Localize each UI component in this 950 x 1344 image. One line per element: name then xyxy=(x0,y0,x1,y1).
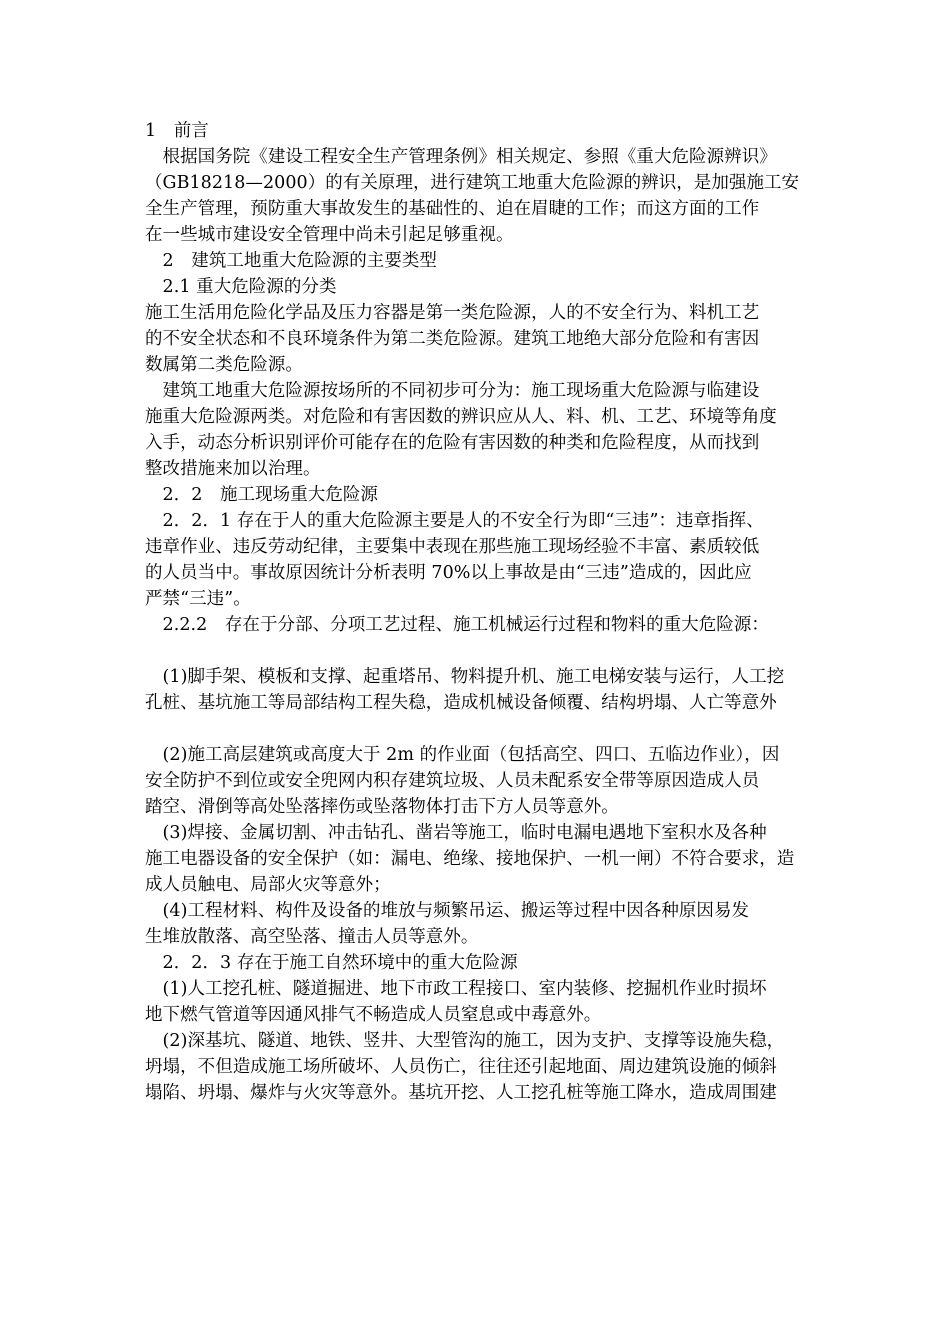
section-heading-preface: 1 前言 xyxy=(145,121,209,141)
paragraph-line: 孔桩、基坑施工等局部结构工程失稳，造成机械设备倾覆、结构坍塌、人亡等意外 xyxy=(145,693,777,713)
paragraph-line: 违章作业、违反劳动纪律，主要集中表现在那些施工现场经验不丰富、素质较低 xyxy=(145,537,760,557)
paragraph-line: 的人员当中。事故原因统计分析表明 70%以上事故是由“三违”造成的，因此应 xyxy=(145,563,752,583)
paragraph-line: 施工生活用危险化学品及压力容器是第一类危险源，人的不安全行为、料机工艺 xyxy=(145,303,760,323)
subsection-heading-2-2-2: 2.2.2 存在于分部、分项工艺过程、施工机械运行过程和物料的重大危险源： xyxy=(145,615,769,635)
document-body xyxy=(145,118,810,1106)
paragraph-line: (2)施工高层建筑或高度大于 2m 的作业面（包括高空、四口、五临边作业），因 xyxy=(145,745,780,765)
paragraph-line: 数属第二类危险源。 xyxy=(145,355,303,375)
paragraph-line: 地下燃气管道等因通风排气不畅造成人员窒息或中毒意外。 xyxy=(145,1005,602,1025)
paragraph-line: (1)人工挖孔桩、隧道掘进、地下市政工程接口、室内装修、挖掘机作业时损坏 xyxy=(145,979,767,999)
subsection-heading-2-2: 2．2 施工现场重大危险源 xyxy=(145,485,378,505)
paragraph-line: 施重大危险源两类。对危险和有害因数的辨识应从人、料、机、工艺、环境等角度 xyxy=(145,407,777,427)
paragraph-line: 坍塌，不但造成施工场所破坏、人员伤亡，往往还引起地面、周边建筑设施的倾斜 xyxy=(145,1057,777,1077)
paragraph-line: 整改措施来加以治理。 xyxy=(145,459,321,479)
blank-line xyxy=(145,716,810,742)
section-heading-2: 2 建筑工地重大危险源的主要类型 xyxy=(145,251,437,271)
paragraph-line: (3)焊接、金属切割、冲击钻孔、凿岩等施工，临时电漏电遇地下室积水及各种 xyxy=(145,823,767,843)
paragraph-line: (1)脚手架、模板和支撑、起重塔吊、物料提升机、施工电梯安装与运行，人工挖 xyxy=(145,667,785,687)
paragraph-line: 生堆放散落、高空坠落、撞击人员等意外。 xyxy=(145,927,479,947)
subsection-heading-2-1: 2.1 重大危险源的分类 xyxy=(145,277,337,297)
paragraph-line: (4)工程材料、构件及设备的堆放与频繁吊运、搬运等过程中因各种原因易发 xyxy=(145,901,750,921)
paragraph-line: 在一些城市建设安全管理中尚未引起足够重视。 xyxy=(145,225,514,245)
paragraph-line: 塌陷、坍塌、爆炸与火灾等意外。基坑开挖、人工挖孔桩等施工降水，造成周围建 xyxy=(145,1083,777,1103)
paragraph-line: 成人员触电、局部火灾等意外； xyxy=(145,875,391,895)
paragraph-line: （GB18218—2000）的有关原理，进行建筑工地重大危险源的辨识，是加强施工安 xyxy=(145,173,800,193)
paragraph-line: 2．2．1 存在于人的重大危险源主要是人的不安全行为即“三违”：违章指挥、 xyxy=(145,511,764,531)
paragraph-line: 根据国务院《建设工程安全生产管理条例》相关规定、参照《重大危险源辨识》 xyxy=(145,147,777,167)
paragraph-line: 建筑工地重大危险源按场所的不同初步可分为：施工现场重大危险源与临建设 xyxy=(145,381,760,401)
blank-line xyxy=(145,638,810,664)
paragraph-line: 安全防护不到位或安全兜网内积存建筑垃圾、人员未配系安全带等原因造成人员 xyxy=(145,771,760,791)
subsection-heading-2-2-3: 2．2．3 存在于施工自然环境中的重大危险源 xyxy=(145,953,518,973)
paragraph-line: 入手，动态分析识别评价可能存在的危险有害因数的种类和危险程度，从而找到 xyxy=(145,433,760,453)
paragraph-line: (2)深基坑、隧道、地铁、竖井、大型管沟的施工，因为支护、支撑等设施失稳， xyxy=(145,1031,785,1051)
paragraph-line: 的不安全状态和不良环境条件为第二类危险源。建筑工地绝大部分危险和有害因 xyxy=(145,329,760,349)
paragraph-line: 踏空、滑倒等高处坠落摔伤或坠落物体打击下方人员等意外。 xyxy=(145,797,619,817)
paragraph-line: 严禁“三违”。 xyxy=(145,589,251,609)
paragraph-line: 施工电器设备的安全保护（如：漏电、绝缘、接地保护、一机一闸）不符合要求，造 xyxy=(145,849,795,869)
paragraph-line: 全生产管理，预防重大事故发生的基础性的、迫在眉睫的工作；而这方面的工作 xyxy=(145,199,760,219)
